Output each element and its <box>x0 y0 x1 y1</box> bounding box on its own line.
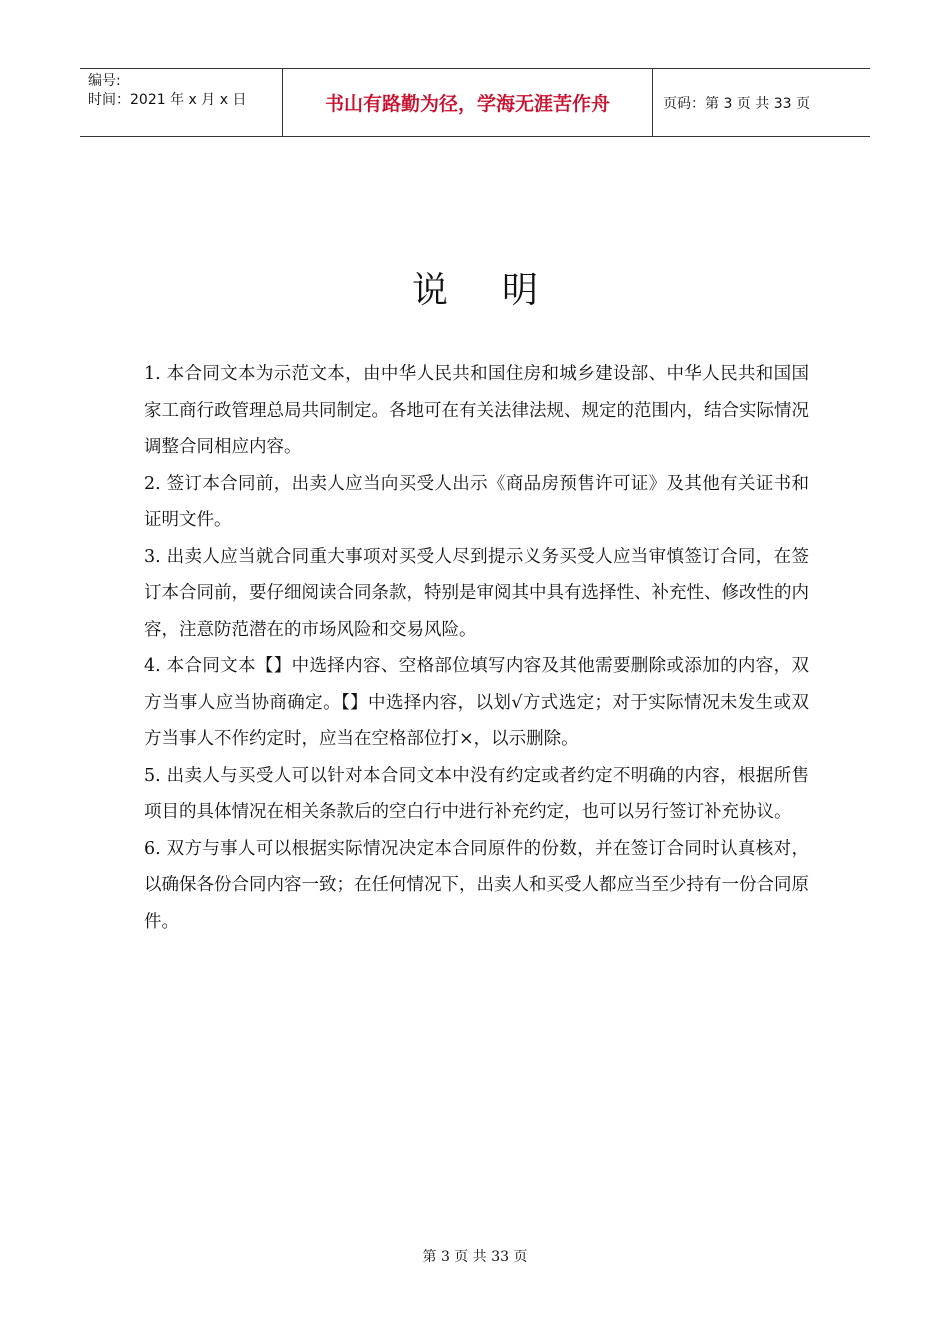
paragraph-2: 2. 签订本合同前，出卖人应当向买受人出示《商品房预售许可证》及其他有关证书和证明文件。 <box>144 473 809 530</box>
header-meta <box>80 69 282 136</box>
paragraph-6: 6. 双方与事人可以根据实际情况决定本合同原件的份数，并在签订合同时认真核对，以确保各份合同内容一致；在任何情况下，出卖人和买受人都应当至少持有一份合同原件。 <box>144 838 809 932</box>
document-body <box>144 356 809 940</box>
document-number-label: 编号: <box>88 73 121 89</box>
page-header <box>80 68 870 137</box>
page-footer: 第 3 页 共 33 页 <box>422 1249 528 1265</box>
paragraph-4: 4. 本合同文本【】中选择内容、空格部位填写内容及其他需要删除或添加的内容，双方当事人应当协商确定。【】中选择内容，以划√方式选定；对于实际情况未发生或双方当事人不作约定时，应当在空格部位打×，以示删除。 <box>144 656 809 749</box>
paragraph-1: 1. 本合同文本为示范文本，由中华人民共和国住房和城乡建设部、中华人民共和国国家工商行政管理总局共同制定。各地可在有关法律法规、规定的范围内，结合实际情况调整合同相应内容。 <box>144 364 809 457</box>
header-page-info: 页码：第 3 页 共 33 页 <box>663 95 810 112</box>
header-motto: 书山有路勤为径，学海无涯苦作舟 <box>282 69 653 136</box>
page-title: 说明 <box>411 270 592 311</box>
paragraph-3: 3. 出卖人应当就合同重大事项对买受人尽到提示义务买受人应当审慎签订合同，在签订本合同前，要仔细阅读合同条款，特别是审阅其中具有选择性、补充性、修改性的内容，注意防范潜在的市场风险和交易风险。 <box>144 546 809 640</box>
paragraph-5: 5. 出卖人与买受人可以针对本合同文本中没有约定或者约定不明确的内容，根据所售项目的具体情况在相关条款后的空白行中进行补充约定，也可以另行签订补充协议。 <box>144 765 809 822</box>
document-date: 时间：2021 年 x 月 x 日 <box>88 92 247 108</box>
